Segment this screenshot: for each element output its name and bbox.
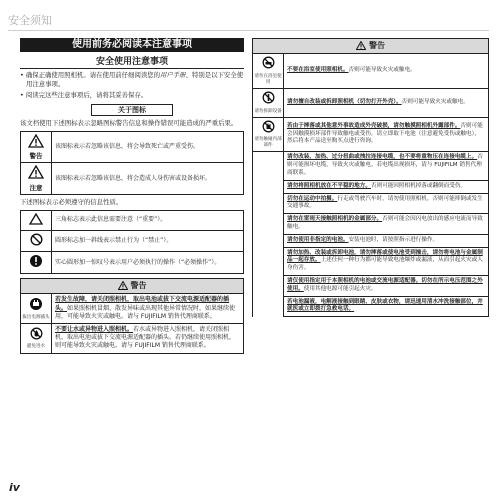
table-row: 拔出电源插头 若发生故障，请关闭照相机，取出电池或拔下交流电源适配器的插头。如果照相机冒烟、散发异味或出现其他异常情况时，如果继续使用，可能导致火灾或触电。请与 FUJIFILM 销售代理商联系。 — [21, 294, 244, 324]
table-row — [253, 275, 489, 296]
table-row — [21, 210, 244, 230]
bullet-item: • 确保正确使用照相机。请在使用前仔细阅读您的用户手册、特别是以下安全使用注意事项。 — [20, 71, 244, 88]
no-disassembly-icon — [262, 91, 275, 104]
mandatory-action-icon — [29, 254, 43, 268]
unplug-icon — [29, 297, 43, 311]
table-row — [253, 296, 489, 317]
symbol-text: 实心圆形加一惊叹号表示用户必须执行的操作（“必须操作”）。 — [52, 252, 244, 274]
table-row: 请勿触碰内部部件 若由于摔落或其他意外事故造成外壳破损，请勿触摸照相机外露部件。否则可能会因触摸损坏部件导致触电或受伤。请立即取下电池（注意避免受伤或触电），然后将本产品送至购买点进行咨询。 — [253, 117, 489, 152]
severity-label: 警告 — [29, 152, 43, 161]
table-row — [21, 132, 244, 163]
table-row: 请勿在浴室使用 不要在浴室使用照相机。否则可能导致火灾或触电。 — [253, 54, 489, 89]
symbol-text: 三角标志表示此信息需要注意（“重要”）。 — [52, 210, 244, 230]
severity-table — [20, 131, 244, 195]
table-row — [253, 214, 489, 235]
warning-table-left — [20, 293, 244, 353]
page-number: iv — [9, 481, 20, 494]
header-divider — [8, 30, 489, 31]
table-row — [253, 152, 489, 180]
warning-text: 不要在浴室使用照相机。否则可能导致火灾或触电。 — [284, 54, 489, 89]
table-row — [21, 231, 244, 252]
bullet-item: • 阅读完这些注意事项后，请将其妥善保存。 — [20, 91, 148, 99]
warning-text: 若由于摔落或其他意外事故造成外壳破损，请勿触摸照相机外露部件。否则可能会因触摸损坏部件导致触电或受伤。请立即取下电池（注意避免受伤或触电），然后将本产品送至购买点进行咨询。 — [284, 117, 489, 152]
warning-triangle-icon — [28, 134, 44, 148]
no-touch-icon — [262, 120, 275, 133]
warning-text: 若发生故障，请关闭照相机，取出电池或拔下交流电源适配器的插头。如果照相机冒烟、散发异味或出现其他异常情况时，如果继续使用，可能导致火灾或触电。请与 FUJIFILM 销售代理商联系。 — [52, 294, 244, 324]
table-row: 避免进水 不要让水或异物进入照相机。若水或异物进入照相机，请关闭照相机，取出电池或拔下交流电源适配器的插头。若仍继续使用照相机，则可能导致火灾或触电。请与 FUJIFILM 销售代理商联系。 — [21, 324, 244, 354]
table-row — [253, 247, 489, 275]
about-icons-text: 该文档使用下述图标表示忽略图标警告信息和操作错误可能造成的严重后果。 — [20, 119, 238, 127]
prohibited-icon — [30, 233, 43, 246]
caution-triangle-icon — [28, 165, 44, 179]
warning-text: 若电池漏液，电解液接触到眼睛、皮肤或衣物，请迅速用清水冲洗接触部位，并就医或立即拨打急救电话。 — [284, 296, 489, 317]
warning-text: 请勿在雷雨天接触照相机的金属部分。否则可能会因闪电放出的感应电流而导致触电。 — [284, 214, 489, 235]
severity-text: 该图标表示若忽略该信息，将会造成人身伤害或设备损坏。 — [52, 163, 244, 194]
warning-text: 请勿加热、改装或拆卸电池，请勿摔落或使电池受到撞击，请勿将电池与金属制品一起存放。上述任何一种行为都可能导致电池爆炸或漏液，从而引起火灾或人身伤害。 — [284, 247, 489, 275]
table-row — [253, 193, 489, 214]
warning-header: 警告 — [20, 278, 244, 293]
warning-table-right — [252, 53, 489, 317]
attention-triangle-icon — [29, 213, 43, 225]
warning-text: 请勿将照相机放在不平稳的地方。否则可能因照相机掉落或翻倒而受伤。 — [284, 180, 489, 193]
symbol-text: 圆形标志加一斜线表示禁止行为（“禁止”）。 — [52, 231, 244, 252]
warning-text: 不要让水或异物进入照相机。若水或异物进入照相机，请关闭照相机，取出电池或拔下交流电源适配器的插头。若仍继续使用照相机，则可能导致火灾或触电。请与 FUJIFILM 销售代理商联系。 — [52, 324, 244, 354]
warning-text: 切勿在运动中拍摄。行走或驾驶汽车时，请勿使用照相机。否则可能摔倒或发生交通事故。 — [284, 193, 489, 214]
left-column — [20, 38, 244, 354]
right-column — [252, 38, 489, 317]
table-row — [253, 180, 489, 193]
sub-title: 安全使用注意事项 — [20, 54, 244, 69]
main-title: 使用前务必阅读本注意事项 — [20, 38, 244, 52]
severity-icon-cell — [21, 132, 52, 163]
warning-text: 请勿改装、加热、过分扭曲或拽拉连接电缆，也不要将重物压在连接电缆上。否则可能损坏电缆，导致火灾或触电。若电缆出现损坏，请与 FUJIFILM 销售代理商联系。 — [284, 152, 489, 180]
warning-header: 警告 — [252, 38, 489, 53]
no-bath-icon — [262, 56, 275, 69]
warning-text: 请仅使用指定用于本照相机的电池或交流电源适配器。切勿在所示电压范围之外使用。使用其他电源可能引起火灾。 — [284, 275, 489, 296]
severity-icon-cell — [21, 163, 52, 194]
symbols-intro: 下述图标表示必须遵守的信息性质。 — [20, 197, 123, 206]
table-row — [253, 234, 489, 247]
no-water-icon — [30, 327, 43, 340]
warning-triangle-icon — [118, 281, 128, 290]
table-row: 请勿拆卸设备 请勿擅自改装或拆卸照相机（切勿打开外壳）。否则可能导致火灾或触电。 — [253, 88, 489, 117]
table-row — [21, 163, 244, 194]
warning-text: 请勿擅自改装或拆卸照相机（切勿打开外壳）。否则可能导致火灾或触电。 — [284, 88, 489, 117]
symbols-table — [20, 210, 244, 275]
warning-triangle-icon — [356, 41, 366, 50]
severity-label: 注意 — [29, 183, 43, 192]
table-row — [21, 252, 244, 274]
about-icons-heading: 关于图标 — [91, 104, 173, 116]
page-section-title: 安全须知 — [8, 14, 52, 27]
warning-text: 请勿使用非指定的电池。安装电池时，请按照指示进行操作。 — [284, 234, 489, 247]
severity-text: 该图标表示若忽略该信息，将会导致死亡或严重受伤。 — [52, 132, 244, 163]
